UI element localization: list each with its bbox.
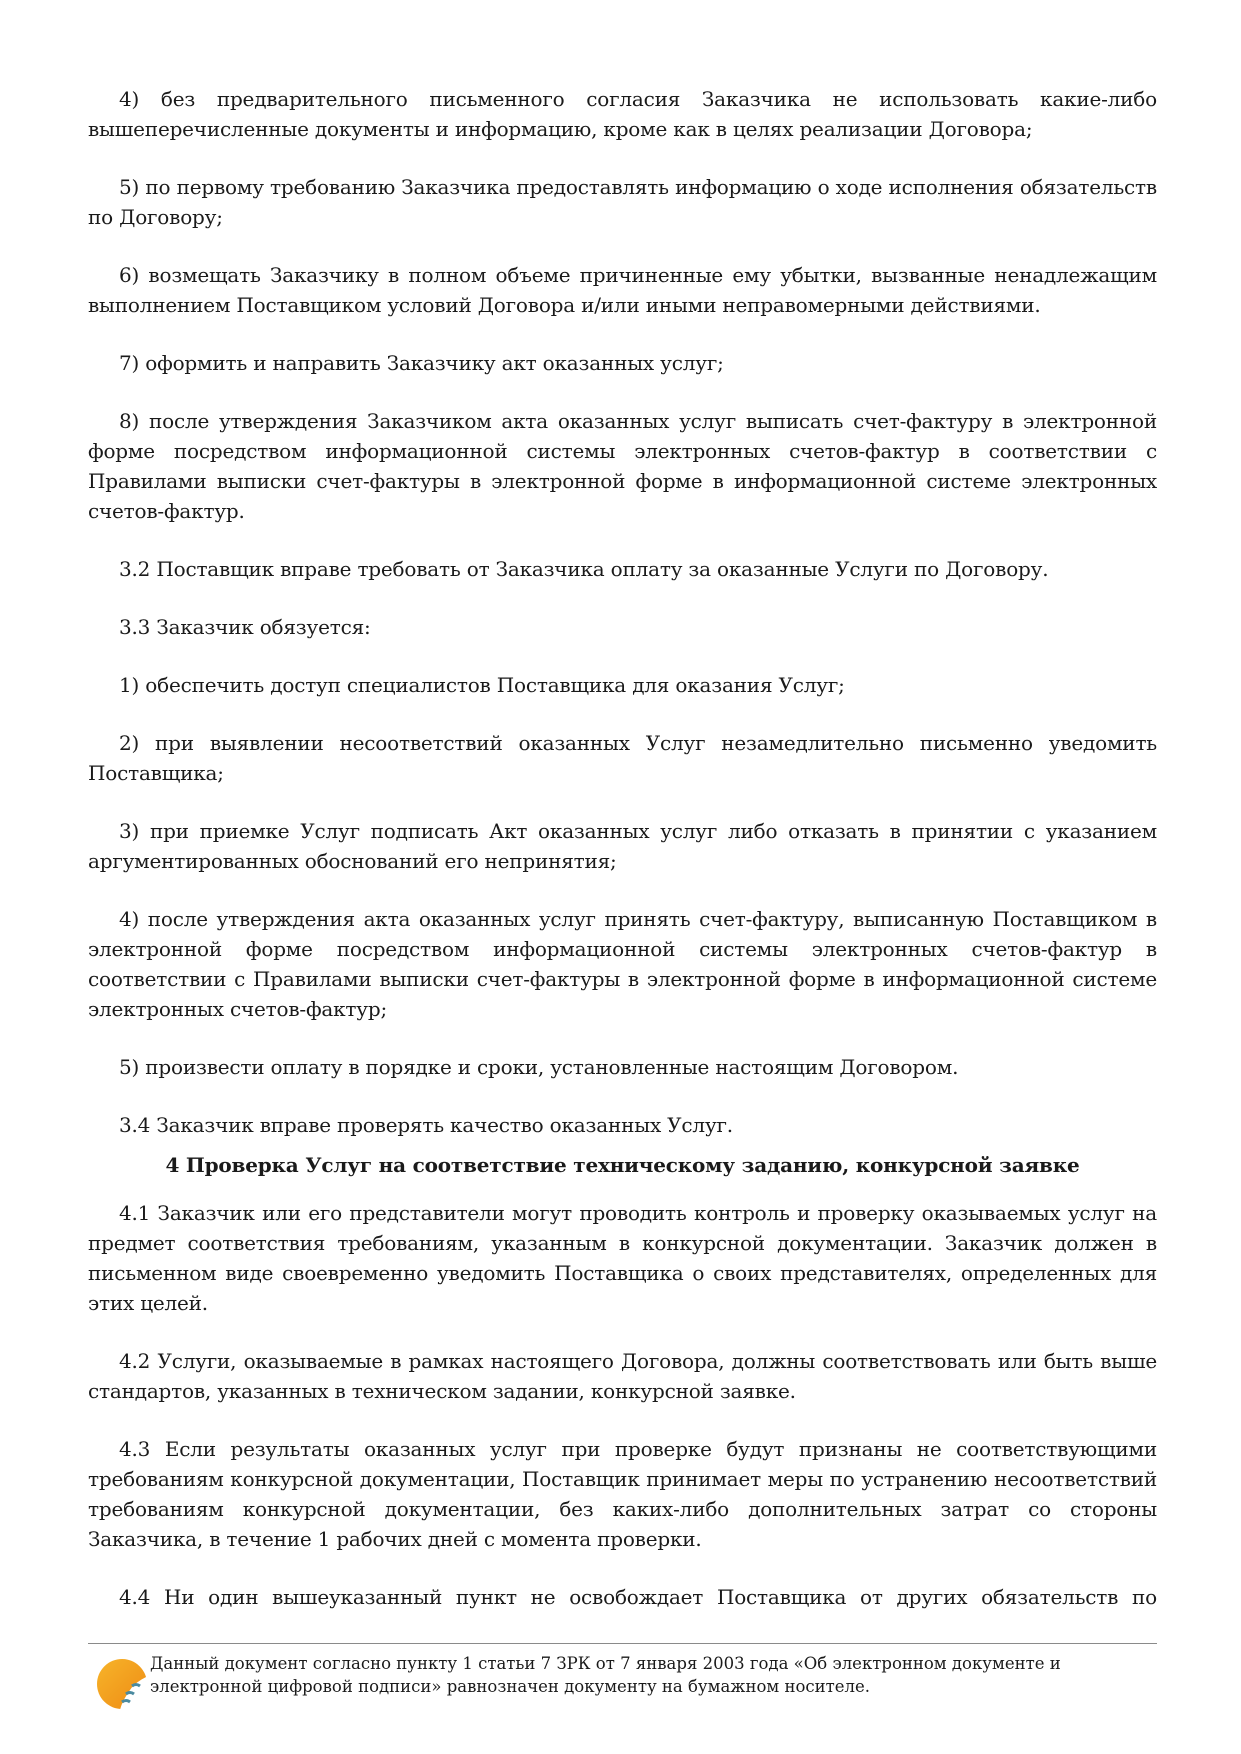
- paragraph-item-6-damages: 6) возмещать Заказчику в полном объеме причиненные ему убытки, вызванные ненадлежащим выполнением Поставщиком условий Договора и/или иными неправомерными действиями.: [88, 263, 1157, 317]
- paragraph-4-2: 4.2 Услуги, оказываемые в рамках настоящего Договора, должны соответствовать или быть выше стандартов, указанных в техническом задании, конкурсной заявке.: [88, 1349, 1157, 1403]
- footer-line-2: электронной цифровой подписи» равнозначен документу на бумажном носителе.: [150, 1677, 871, 1696]
- paragraph-4-3: 4.3 Если результаты оказанных услуг при проверке будут признаны не соответствующими требованиям конкурсной документации, Поставщик принимает меры по устранению несоответствий требованиям конкурсной документации, без каких-либо дополнительных затрат со стороны Заказчика, в течение 1 рабочих дней с момента проверки.: [88, 1437, 1157, 1551]
- paragraph-3-3: 3.3 Заказчик обязуется:: [119, 615, 371, 639]
- sun-logo-icon: [96, 1658, 148, 1710]
- paragraph-3-2: 3.2 Поставщик вправе требовать от Заказчика оплату за оказанные Услуги по Договору.: [119, 557, 1049, 581]
- footer: [88, 1650, 1157, 1710]
- footer-legal-notice: [150, 1652, 1150, 1698]
- paragraph-item-5-information: 5) по первому требованию Заказчика предоставлять информацию о ходе исполнения обязательств по Договору;: [88, 175, 1157, 229]
- paragraph-item-4-confidentiality: 4) без предварительного письменного согласия Заказчика не использовать какие-либо вышеперечисленные документы и информацию, кроме как в целях реализации Договора;: [88, 87, 1157, 141]
- paragraph-3-3-item-5: 5) произвести оплату в порядке и сроки, установленные настоящим Договором.: [119, 1055, 959, 1079]
- section-heading: 4 Проверка Услуг на соответствие техническому заданию, конкурсной заявке: [165, 1153, 1080, 1177]
- paragraph-3-4: 3.4 Заказчик вправе проверять качество оказанных Услуг.: [119, 1113, 733, 1137]
- footer-divider: [88, 1643, 1157, 1644]
- paragraph-4-1: 4.1 Заказчик или его представители могут проводить контроль и проверку оказываемых услуг на предмет соответствия требованиям, указанным в конкурсной документации. Заказчик должен в письменном виде своевременно уведомить Поставщика о своих представителях, определенных для этих целей.: [88, 1201, 1157, 1315]
- paragraph-item-8-invoice: 8) после утверждения Заказчиком акта оказанных услуг выписать счет-фактуру в электронной форме посредством информационной системы электронных счетов-фактур в соответствии с Правилами выписки счет-фактуры в электронной форме в информационной системе электронных счетов-фактур.: [88, 409, 1157, 523]
- paragraph-3-3-item-4: 4) после утверждения акта оказанных услуг принять счет-фактуру, выписанную Поставщиком в электронной форме посредством информационной системы электронных счетов-фактур в соответствии с Правилами выписки счет-фактуры в электронной форме в информационной системе электронных счетов-фактур;: [88, 907, 1157, 1021]
- paragraph-3-3-item-3: 3) при приемке Услуг подписать Акт оказанных услуг либо отказать в принятии с указанием аргументированных обоснований его непринятия;: [88, 819, 1157, 873]
- paragraph-3-3-item-1: 1) обеспечить доступ специалистов Поставщика для оказания Услуг;: [119, 673, 845, 697]
- footer-line-1: Данный документ согласно пункту 1 статьи 7 ЗРК от 7 января 2003 года «Об электронном документе и: [150, 1654, 1061, 1673]
- paragraph-3-3-item-2: 2) при выявлении несоответствий оказанных Услуг незамедлительно письменно уведомить Поставщика;: [88, 731, 1157, 785]
- document-page: [88, 84, 1157, 1612]
- paragraph-4-4: 4.4 Ни один вышеуказанный пункт не освобождает Поставщика от других обязательств по: [119, 1585, 1157, 1609]
- paragraph-item-7-act: 7) оформить и направить Заказчику акт оказанных услуг;: [119, 351, 724, 375]
